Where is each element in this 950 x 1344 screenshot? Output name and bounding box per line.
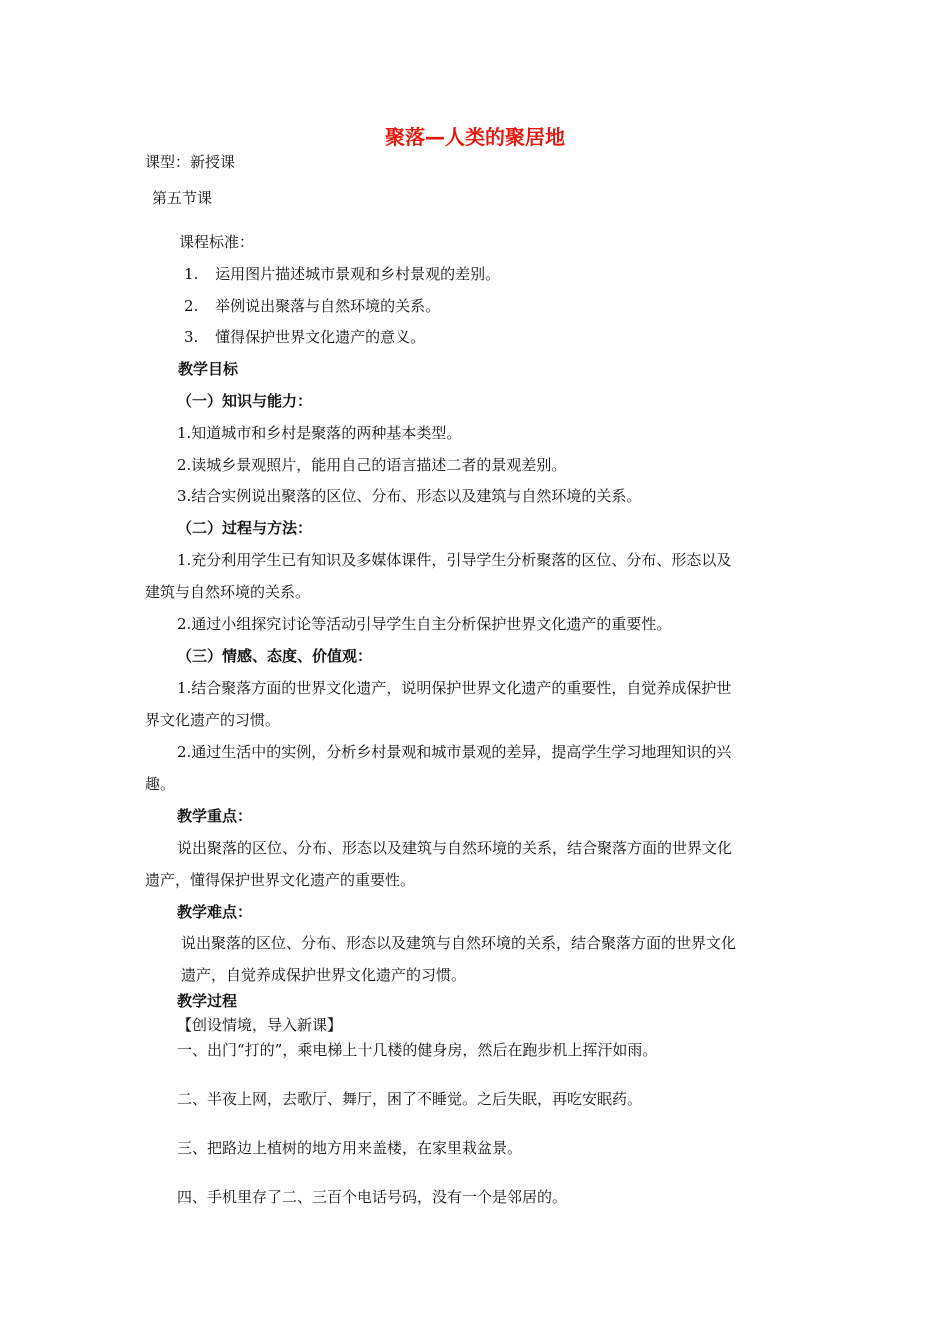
standard-number: 2.: [184, 297, 199, 315]
key-points-text-cont: 遗产，懂得保护世界文化遗产的重要性。: [145, 871, 416, 889]
scenario-item-3: 三、把路边上植树的地方用来盖楼，在家里栽盆景。: [177, 1139, 523, 1157]
emotion-item-2: 2.通过生活中的实例，分析乡村景观和城市景观的差异，提高学生学习地理知识的兴: [177, 743, 732, 761]
process-method-item-2: 2.通过小组探究讨论等活动引导学生自主分析保护世界文化遗产的重要性。: [177, 615, 672, 633]
emotion-item-1: 1.结合聚落方面的世界文化遗产，说明保护世界文化遗产的重要性，自觉养成保护世: [177, 679, 732, 697]
difficult-points-text: 说出聚落的区位、分布、形态以及建筑与自然环境的关系，结合聚落方面的世界文化: [181, 934, 737, 952]
process-heading: 教学过程: [177, 992, 238, 1010]
course-type: 课型：新授课: [145, 153, 236, 171]
emotion-heading: （三）情感、态度、价值观：: [177, 647, 373, 665]
standard-item-3: [184, 327, 425, 347]
document-title: 聚落—人类的聚居地: [385, 125, 565, 149]
process-intro: 【创设情境，导入新课】: [177, 1016, 343, 1034]
lesson-number: 第五节课: [152, 189, 213, 207]
standard-text: 懂得保护世界文化遗产的意义。: [215, 328, 426, 346]
standard-number: 3.: [184, 328, 199, 346]
emotion-item-2-cont: 趣。: [145, 775, 176, 793]
scenario-item-4: 四、手机里存了二、三百个电话号码，没有一个是邻居的。: [177, 1188, 568, 1206]
key-points-heading: 教学重点：: [177, 807, 253, 825]
difficult-points-heading: 教学难点：: [177, 903, 253, 921]
knowledge-item-3: 3.结合实例说出聚落的区位、分布、形态以及建筑与自然环境的关系。: [177, 487, 642, 505]
standard-item-1: [184, 264, 500, 284]
knowledge-item-2: 2.读城乡景观照片，能用自己的语言描述二者的景观差别。: [177, 456, 567, 474]
scenario-item-2: 二、半夜上网，去歌厅、舞厅，困了不睡觉。之后失眠，再吃安眠药。: [177, 1090, 643, 1108]
standard-text: 举例说出聚落与自然环境的关系。: [215, 297, 441, 315]
knowledge-heading: （一）知识与能力：: [177, 392, 313, 410]
process-method-heading: （二）过程与方法：: [177, 519, 313, 537]
knowledge-item-1: 1.知道城市和乡村是聚落的两种基本类型。: [177, 424, 462, 442]
emotion-item-1-cont: 界文化遗产的习惯。: [145, 711, 281, 729]
difficult-points-text-cont: 遗产，自觉养成保护世界文化遗产的习惯。: [181, 966, 467, 984]
standard-text: 运用图片描述城市景观和乡村景观的差别。: [215, 265, 501, 283]
process-method-item-1-cont: 建筑与自然环境的关系。: [145, 583, 311, 601]
scenario-item-1: 一、出门“打的”，乘电梯上十几楼的健身房，然后在跑步机上挥汗如雨。: [177, 1041, 658, 1059]
standard-number: 1.: [184, 265, 199, 283]
objectives-heading: 教学目标: [178, 360, 239, 378]
key-points-text: 说出聚落的区位、分布、形态以及建筑与自然环境的关系，结合聚落方面的世界文化: [177, 839, 733, 857]
standard-item-2: [184, 296, 440, 316]
standards-heading: 课程标准：: [179, 233, 255, 251]
process-method-item-1: 1.充分利用学生已有知识及多媒体课件，引导学生分析聚落的区位、分布、形态以及: [177, 551, 732, 569]
